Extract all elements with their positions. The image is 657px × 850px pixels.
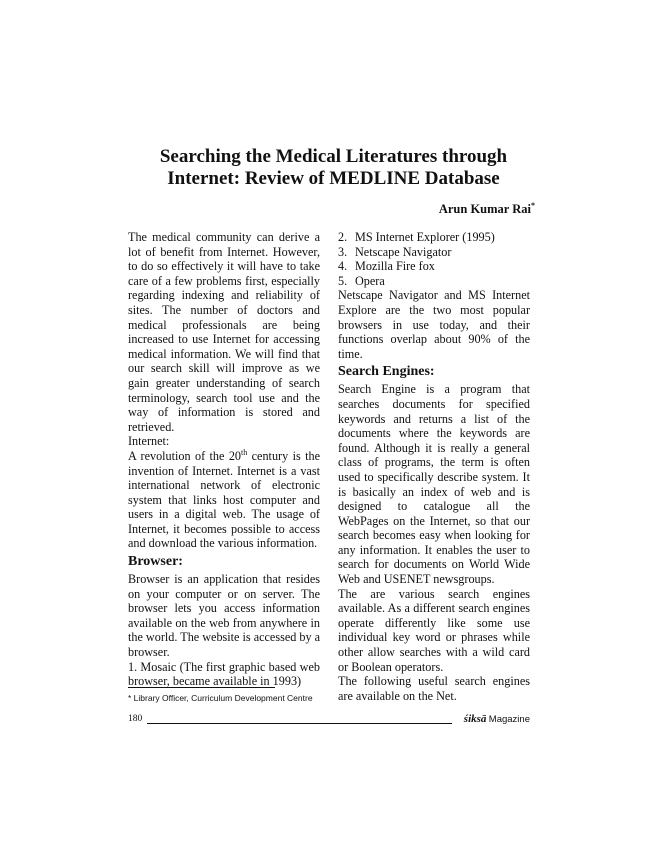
list-text: Mozilla Fire fox xyxy=(355,259,435,274)
list-number: 5. xyxy=(338,273,348,288)
article-title xyxy=(100,146,567,190)
internet-text-start: A revolution of the 20 xyxy=(128,448,242,463)
list-number: 4. xyxy=(338,259,348,274)
title-line-2: Internet: Review of MEDLINE Database xyxy=(167,168,500,189)
list-text: Opera xyxy=(355,273,385,288)
left-column xyxy=(128,230,320,689)
page-footer xyxy=(128,714,530,728)
author-byline xyxy=(439,202,535,217)
search-engines-heading: Search Engines: xyxy=(338,364,435,380)
magazine-name xyxy=(464,713,530,725)
title-line-1: Searching the Medical Literatures through xyxy=(159,146,508,167)
right-column xyxy=(338,230,530,703)
list-number: 3. xyxy=(338,244,348,259)
browser-list xyxy=(338,230,530,288)
search-engines-paragraph: Search Engine is a program that searches documents for specified keywords and returns a list of the documents where the keywords are found. Although it is really a general class of programs, the term is often used to specifically describe system. It is basically an index of web and is designed to catalogue all the WebPages on the Internet, so that our search becomes easy when looking for any information. It enables the user to search for documents on World Wide Web and USENET newsgroups. xyxy=(338,382,530,587)
footnote: * Library Officer, Curriculum Development Centre xyxy=(128,693,313,703)
browser-summary-paragraph: Netscape Navigator and MS Internet Explore are the two most popular browsers in use today, and their functions overlap about 90% of the time. xyxy=(338,288,530,361)
intro-paragraph: The medical community can derive a lot of benefit from Internet. However, to do so effectively it will have to take care of a few problems first, especially regarding indexing and reliability of sites. The number of doctors and medical professionals are being increased to use Internet for accessing medical information. We will find that our search skill will improve as we gain greater understanding of search terminology, search tool use and the way of information is stored and retrieved. xyxy=(128,230,320,434)
author-name: Arun Kumar Rai xyxy=(438,202,531,216)
author-footnote-mark: * xyxy=(531,200,535,210)
browser-list-item-1: 1. Mosaic (The first graphic based web browser, became available in 1993) xyxy=(128,659,320,689)
internet-text-superscript: th xyxy=(241,447,248,457)
internet-text-end: century is the invention of Internet. Internet is a vast international network of electronic system that links host computer and users in a digital web. The usage of Internet, it becomes possible to access and download the various information. xyxy=(128,448,320,551)
list-number: 2. xyxy=(338,230,348,244)
magazine-name-word: Magazine xyxy=(488,714,530,725)
footnote-divider xyxy=(128,687,275,688)
search-engines-paragraph-3: The following useful search engines are available on the Net. xyxy=(338,674,530,703)
browser-list-item xyxy=(338,245,530,260)
browser-paragraph: Browser is an application that resides on your computer or on server. The browser lets you access information available on the web from anywhere in the world. The website is accessed by a browser. xyxy=(128,572,321,660)
search-engines-paragraph-2: The are various search engines available. As a different search engines operate differently like some use individual key word or phrases while other allow searches with a wild card or Boolean operators. xyxy=(338,586,530,674)
page-number: 180 xyxy=(128,714,143,724)
list-text: Netscape Navigator xyxy=(355,244,452,259)
list-text: MS Internet Explorer (1995) xyxy=(355,230,495,244)
footer-rule xyxy=(147,723,452,724)
internet-paragraph xyxy=(128,449,320,551)
browser-list-item xyxy=(338,274,530,289)
internet-label: Internet: xyxy=(128,434,170,449)
browser-heading: Browser: xyxy=(128,554,183,570)
magazine-name-script: śiksā xyxy=(463,713,487,725)
browser-list-item xyxy=(338,230,530,245)
browser-list-item xyxy=(338,259,530,274)
